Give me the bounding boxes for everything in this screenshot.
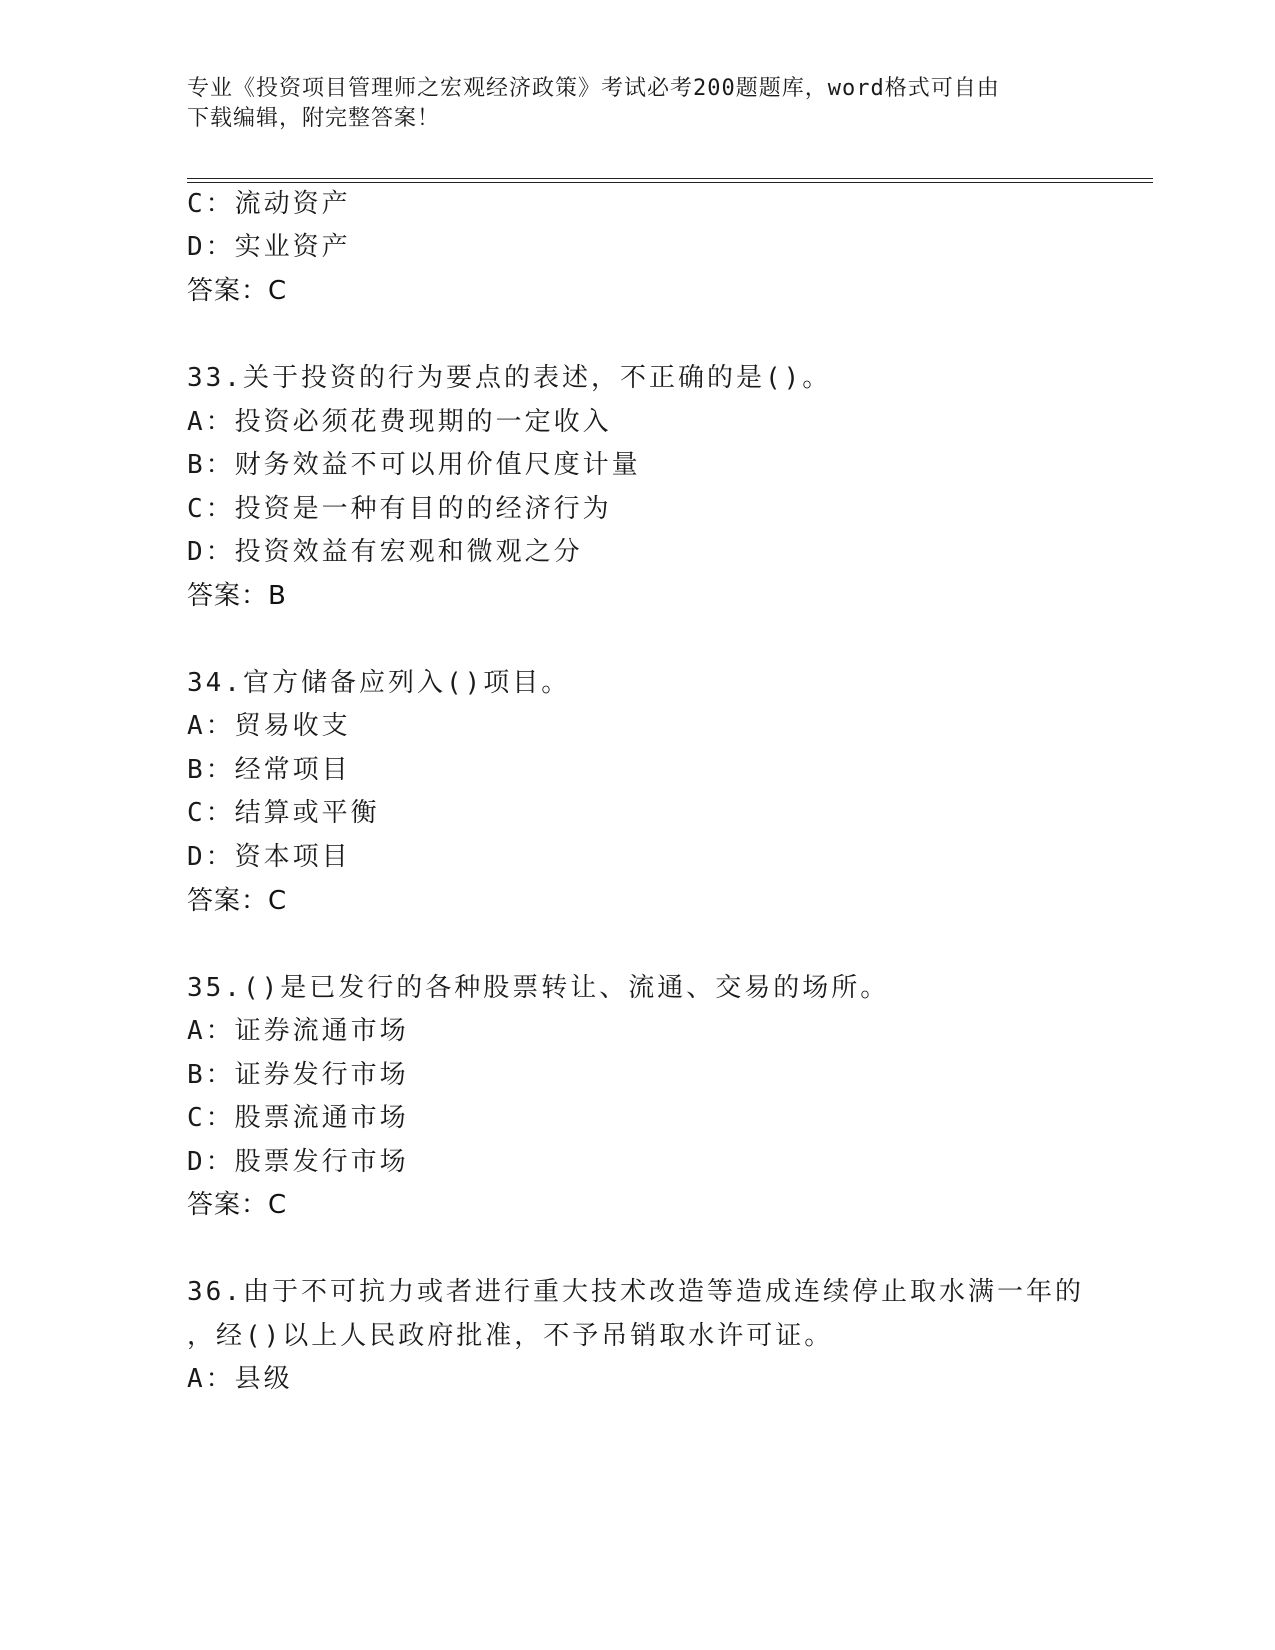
- header-line-2: 下载编辑，附完整答案！: [187, 106, 441, 131]
- q35-option-c: C：股票流通市场: [187, 1103, 409, 1133]
- q34-option-c: C：结算或平衡: [187, 798, 380, 828]
- q35-option-b: B：证券发行市场: [187, 1060, 409, 1090]
- q33-option-a: A：投资必须花费现期的一定收入: [187, 407, 612, 437]
- q36-stem-line-1: 36.由于不可抗力或者进行重大技术改造等造成连续停止取水满一年的: [187, 1277, 1084, 1307]
- q34-stem: 34.官方储备应列入()项目。: [187, 668, 571, 698]
- q33-option-d: D：投资效益有宏观和微观之分: [187, 537, 583, 567]
- q35-option-d: D：股票发行市场: [187, 1147, 409, 1177]
- q34-option-b: B：经常项目: [187, 755, 351, 785]
- header-divider: [187, 178, 1153, 183]
- document-header: [187, 74, 1087, 134]
- q36-option-a: A：县级: [187, 1364, 293, 1394]
- q36-stem-line-2: ，经()以上人民政府批准，不予吊销取水许可证。: [187, 1321, 834, 1351]
- q35-answer: 答案：C: [187, 1190, 288, 1220]
- q35-option-a: A：证券流通市场: [187, 1016, 409, 1046]
- q32-answer: 答案：C: [187, 276, 288, 306]
- q34-option-a: A：贸易收支: [187, 711, 351, 741]
- q35-stem: 35.()是已发行的各种股票转让、流通、交易的场所。: [187, 973, 890, 1003]
- q34-option-d: D：资本项目: [187, 842, 351, 872]
- q32-option-c: C：流动资产: [187, 189, 351, 219]
- q33-stem: 33.关于投资的行为要点的表述，不正确的是()。: [187, 363, 832, 393]
- q33-option-b: B：财务效益不可以用价值尺度计量: [187, 450, 641, 480]
- header-line-1: 专业《投资项目管理师之宏观经济政策》考试必考200题题库，word格式可自由: [187, 76, 1000, 101]
- q32-option-d: D：实业资产: [187, 232, 351, 262]
- q34-answer: 答案：C: [187, 886, 288, 916]
- q33-option-c: C：投资是一种有目的的经济行为: [187, 494, 612, 524]
- q33-answer: 答案：B: [187, 581, 287, 611]
